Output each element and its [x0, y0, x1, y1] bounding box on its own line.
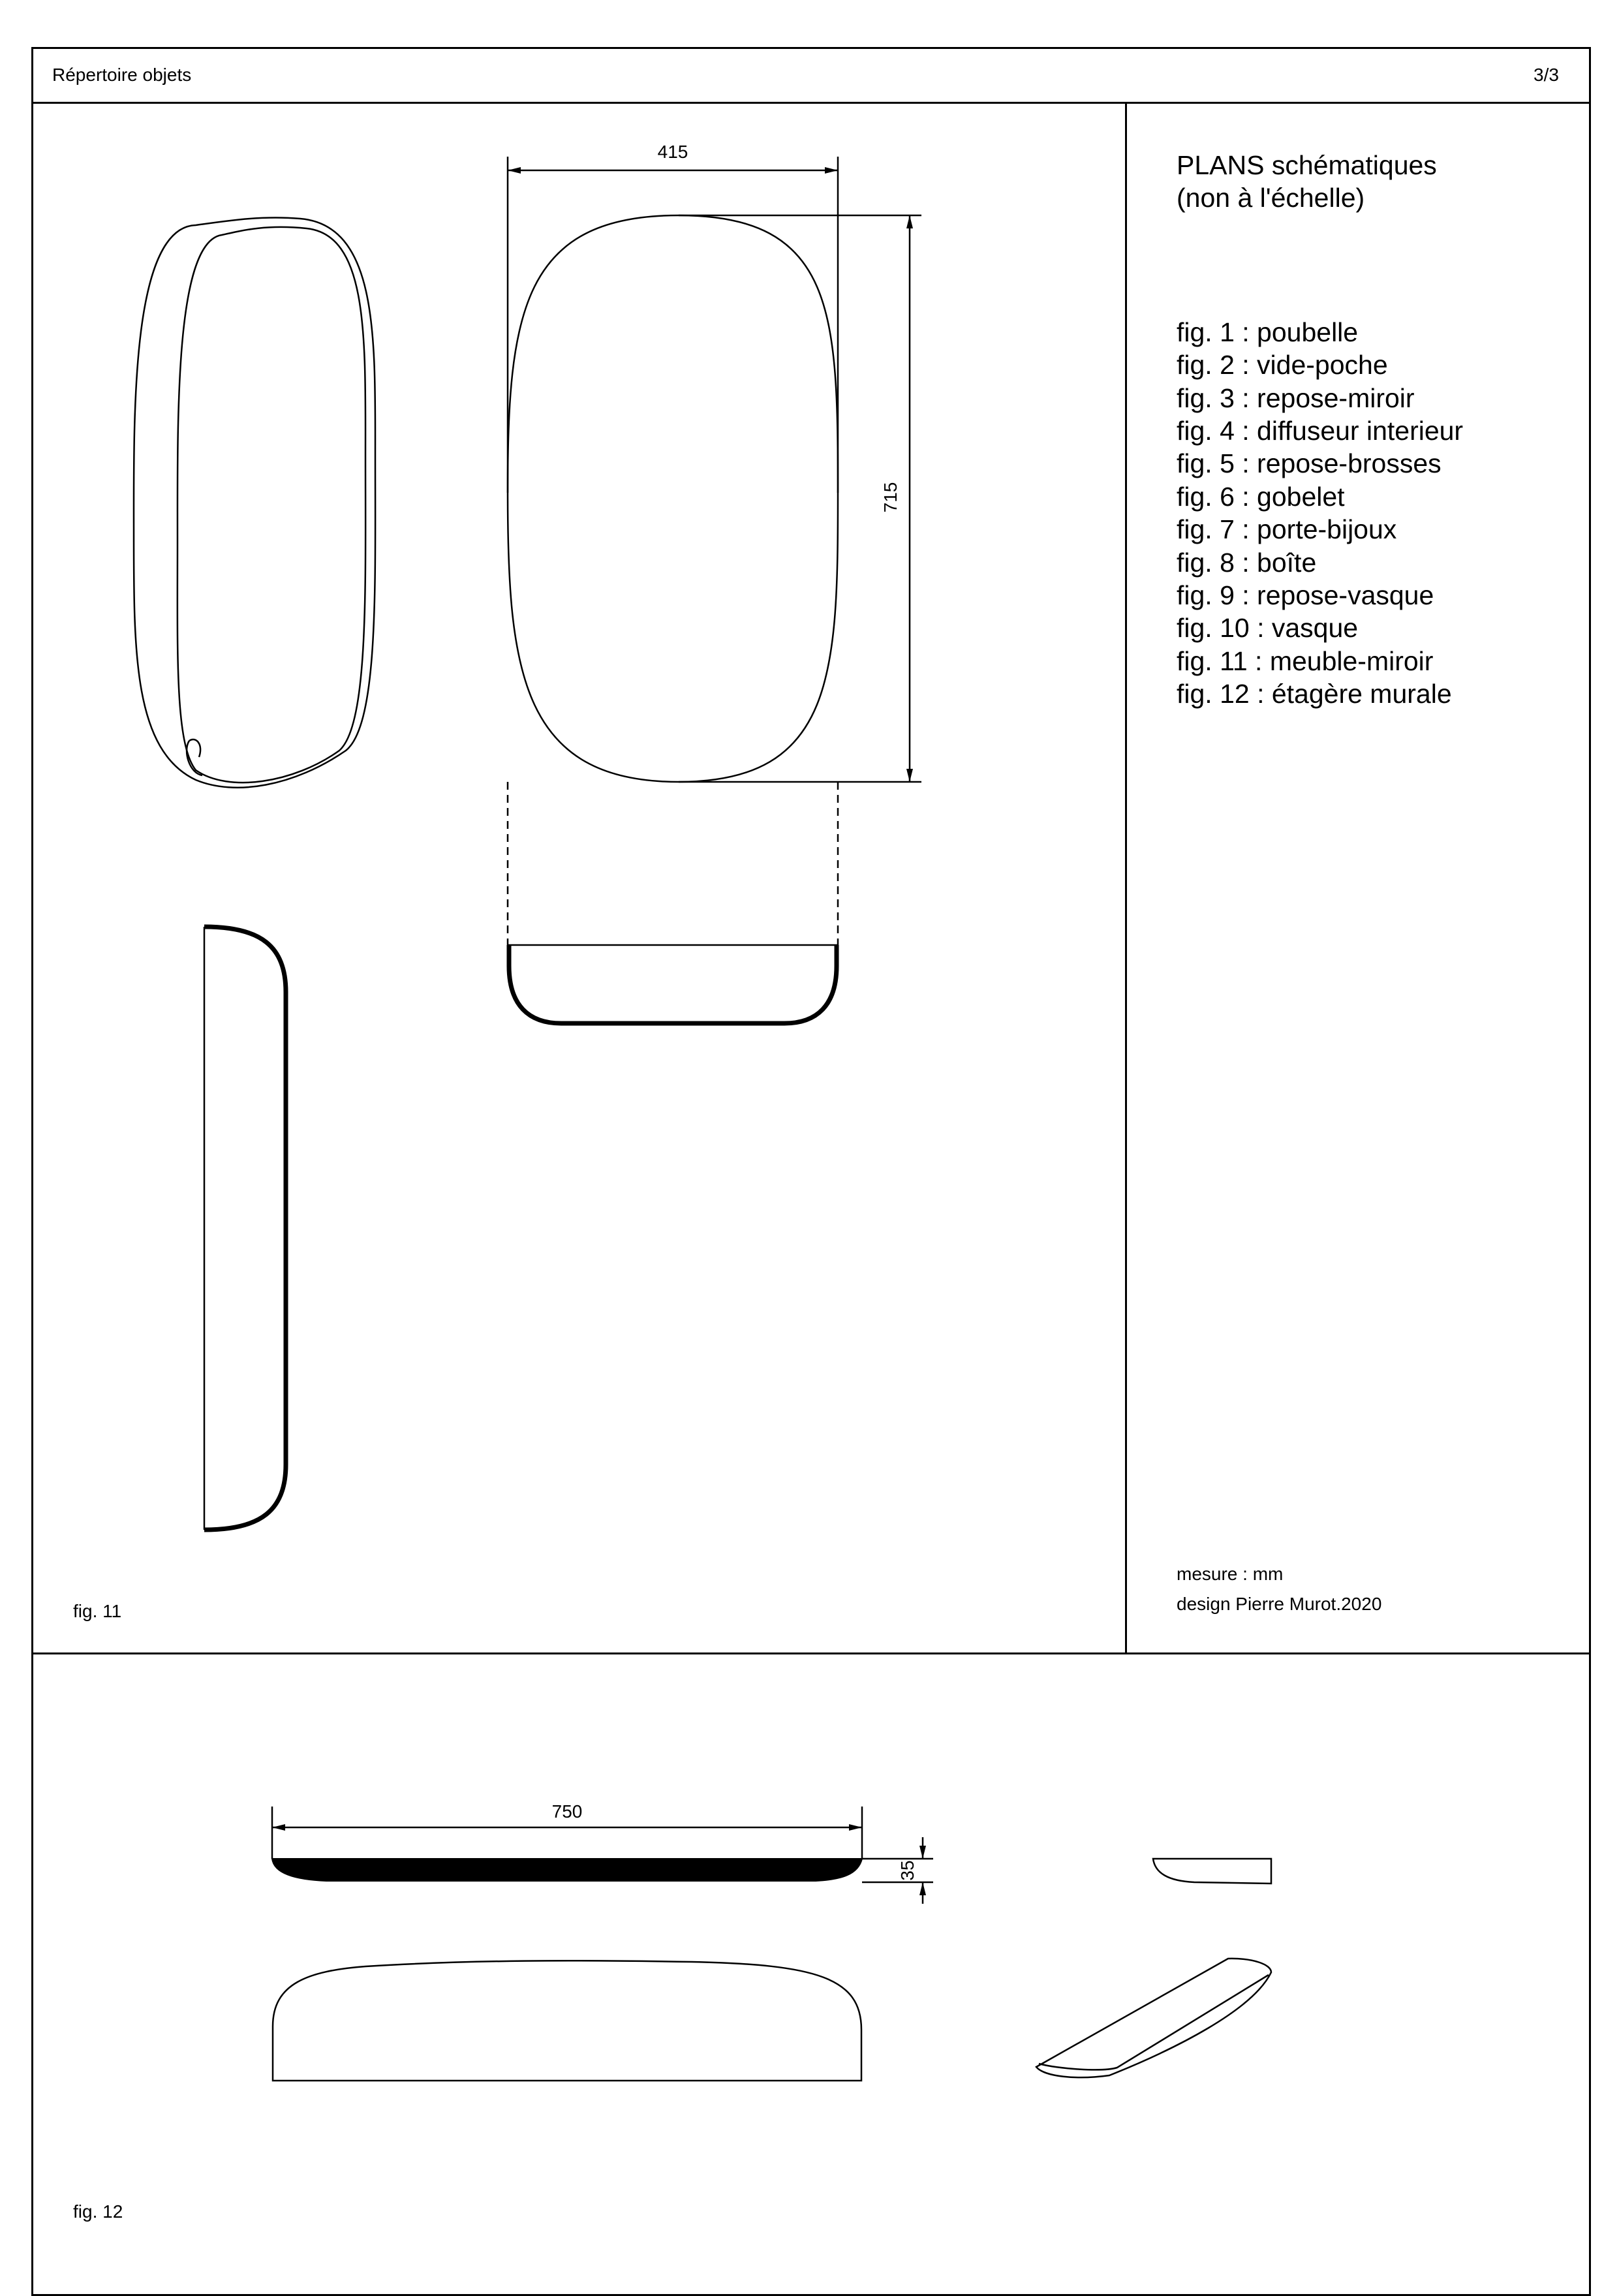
legend-item: fig. 2 : vide-poche — [1177, 350, 1388, 380]
fig12-label: fig. 12 — [73, 2201, 123, 2222]
fig11-perspective-inner — [177, 227, 365, 783]
fig12-perspective-outline — [1036, 1959, 1271, 2077]
legend-item: fig. 11 : meuble-miroir — [1177, 645, 1434, 676]
legend-item: fig. 5 : repose-brosses — [1177, 448, 1442, 479]
legend-item: fig. 6 : gobelet — [1177, 481, 1345, 512]
fig12-side-section — [1153, 1859, 1271, 1884]
legend-item: fig. 7 : porte-bijoux — [1177, 514, 1397, 545]
legend-heading-line1: PLANS schématiques — [1177, 150, 1437, 180]
fig11-front-view — [508, 157, 921, 945]
legend-item: fig. 8 : boîte — [1177, 547, 1317, 578]
fig11-dim-height: 715 — [880, 482, 901, 513]
fig12-shelf-section — [272, 1859, 862, 1881]
fig12-dim-length: 750 — [551, 1801, 583, 1822]
fig11-label: fig. 11 — [73, 1601, 122, 1621]
legend-heading-line2: (non à l'échelle) — [1177, 183, 1365, 213]
design-credit: design Pierre Murot.2020 — [1177, 1594, 1382, 1614]
legend-item: fig. 4 : diffuseur interieur — [1177, 416, 1464, 446]
fig12-perspective-view — [1036, 1959, 1271, 2077]
fig11-side-view — [204, 927, 286, 1530]
fig11-perspective-outer — [134, 217, 375, 787]
unit-note: mesure : mm — [1177, 1564, 1284, 1584]
legend-item: fig. 3 : repose-miroir — [1177, 382, 1415, 413]
header-title: Répertoire objets — [52, 65, 192, 85]
legend-item: fig. 10 : vasque — [1177, 613, 1359, 644]
fig11-perspective-view — [134, 217, 375, 787]
legend-item: fig. 1 : poubelle — [1177, 317, 1359, 347]
fig11-front-outline — [508, 215, 838, 782]
legend-item: fig. 9 : repose-vasque — [1177, 580, 1434, 611]
fig12-plan-view — [273, 1961, 861, 2081]
fig11-plan-view — [508, 945, 838, 1023]
fig11-perspective-knob-detail — [189, 739, 200, 757]
page-number: 3/3 — [1534, 65, 1559, 85]
fig11-dim-width: 415 — [657, 142, 688, 162]
fig11-side-outline — [204, 927, 286, 1530]
fig11-plan-outline — [509, 945, 837, 1023]
legend-item: fig. 12 : étagère murale — [1177, 679, 1452, 709]
fig12-dim-thickness: 35 — [897, 1860, 917, 1881]
